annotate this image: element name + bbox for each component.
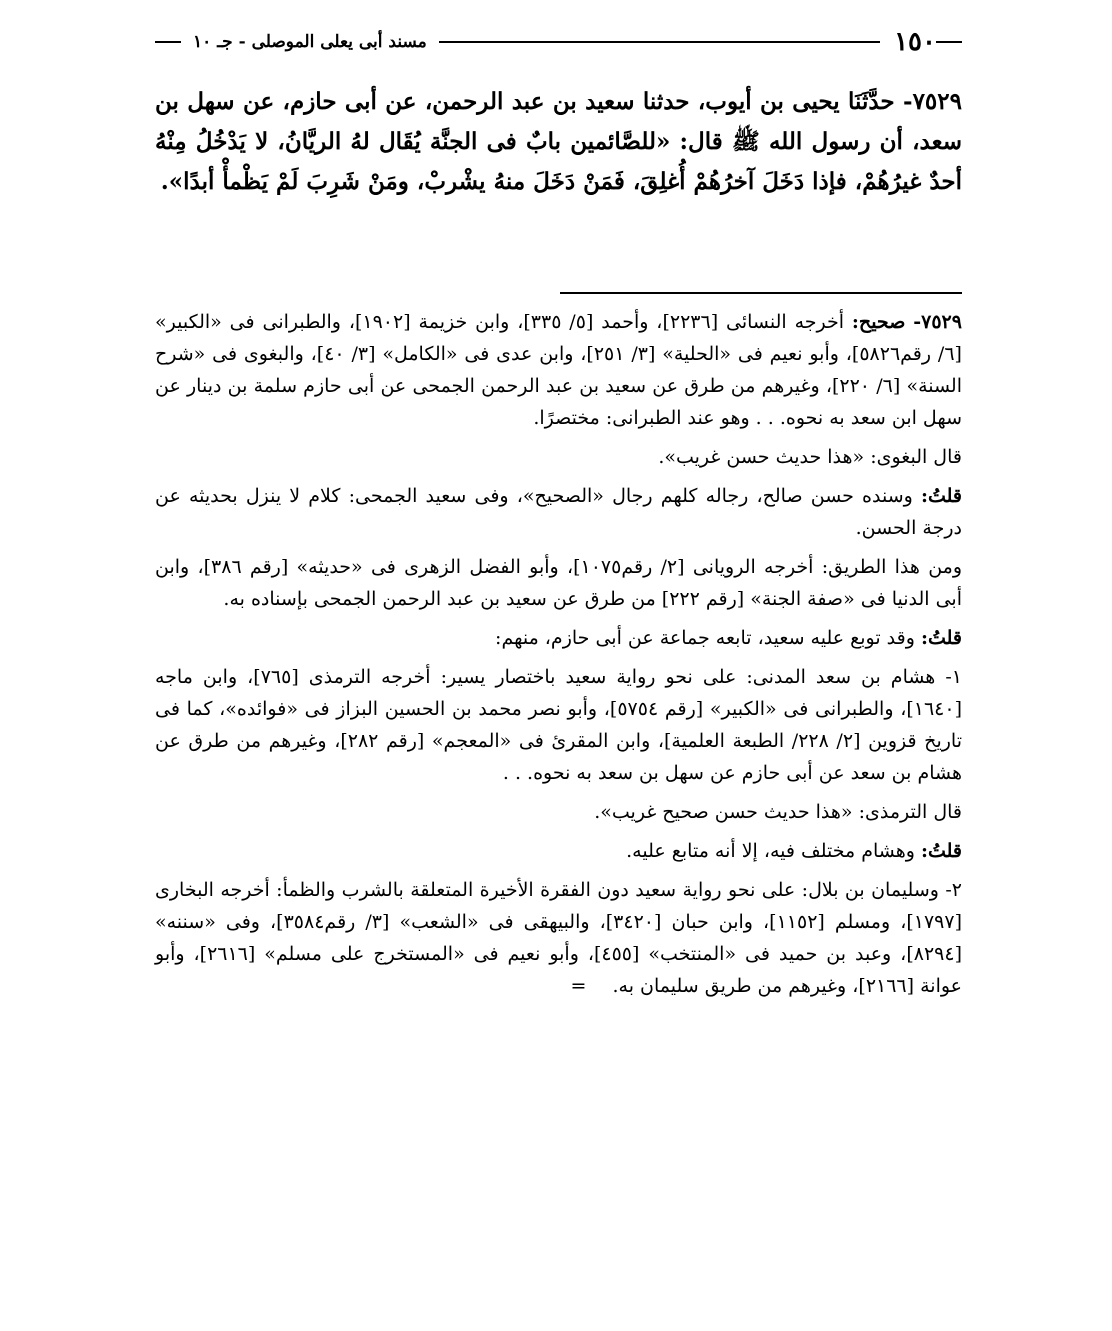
note-number: ٧٥٢٩-	[913, 311, 962, 333]
header-rule-right	[936, 41, 962, 43]
note-paragraph	[155, 480, 962, 544]
footnotes	[155, 306, 962, 1009]
page-number: ١٥٠	[894, 27, 936, 57]
note-text: وسنده حسن صالح، رجاله كلهم رجال «الصحيح»، وفى سعيد الجمحى: كلام لا ينزل بحديثه عن درجة الحسن.	[155, 485, 962, 539]
page-header	[155, 22, 962, 62]
note-paragraph: ومن هذا الطريق: أخرجه الرويانى [٢/ رقم١٠٧٥]، وأبو الفضل الزهرى فى «حديثه» [رقم ٣٨٦]، وابن أبى الدنيا فى «صفة الجنة» [رقم ٢٢٢] من طرق عن سعيد بن عبد الرحمن الجمحى بإسناده به.	[155, 556, 963, 610]
note-paragraph: قال الترمذى: «هذا حديث حسن صحيح غريب».	[594, 801, 962, 823]
hadith-narration: حدَّثَنَا يحيى بن أيوب، حدثنا سعيد بن عبد الرحمن، عن أبى حازم، عن سهل بن سعد، أن رسول الله ﷺ قال: «للصَّائمين بابٌ فى الجنَّة يُقَال لهُ الريَّانُ، لا يَدْخُلُ مِنْهُ أحدٌ غيرُهُمْ، فإذا دَخَلَ آخرُهُمْ أُغلِقَ، فَمَنْ دَخَلَ منهُ يشْربْ، ومَنْ شَرِبَ لَمْ يَظْمأْ أبدًا».	[155, 88, 962, 195]
hadith-number: ٧٥٢٩-	[903, 88, 962, 115]
footnote-divider	[560, 292, 962, 294]
qultu-label: قلتُ:	[920, 840, 962, 862]
running-title: مسند أبى يعلى الموصلى - جـ ١٠	[193, 32, 427, 52]
hadith-text	[155, 82, 962, 202]
header-rule-left	[155, 41, 181, 43]
note-paragraph	[155, 874, 962, 1002]
note-text: وقد توبع عليه سعيد، تابعه جماعة عن أبى حازم، منهم:	[495, 627, 915, 649]
continuation-mark: =	[570, 975, 587, 997]
note-paragraph: ١- هشام بن سعد المدنى: على نحو رواية سعيد باختصار يسير: أخرجه الترمذى [٧٦٥]، وابن ماجه [١٦٤٠]، والطبرانى فى «الكبير» [رقم ٥٧٥٤]، وأبو نصر محمد بن الحسين البزاز فى «فوائده»، كما فى تاريخ قزوين [٢/ ٢٢٨/ الطبعة العلمية]، وابن المقرئ فى «المعجم» [رقم ٢٨٢]، وغيرهم من طرق عن هشام بن سعد عن أبى حازم عن سهل بن سعد به نحوه. . .	[155, 666, 963, 784]
takhrij-text: أخرجه النسائى [٢٢٣٦]، وأحمد [٥/ ٣٣٥]، وابن خزيمة [١٩٠٢]، والطبرانى فى «الكبير» [٦/ رقم٥٨٢٦]، وأبو نعيم فى «الحلية» [٣/ ٢٥١]، وابن عدى فى «الكامل» [٣/ ٤٠]، والبغوى فى «شرح السنة» [٦/ ٢٢٠]، وغيرهم من طرق عن سعيد بن عبد الرحمن الجمحى عن أبى حازم سلمة بن دينار عن سهل ابن سعد به نحوه. . . وهو عند الطبرانى: مختصرًا.	[155, 311, 963, 429]
note-paragraph: قال البغوى: «هذا حديث حسن غريب».	[658, 446, 962, 468]
grade-label: صحيح:	[851, 311, 906, 333]
note-paragraph	[155, 622, 962, 654]
note-paragraph	[155, 306, 962, 434]
note-text: ٢- وسليمان بن بلال: على نحو رواية سعيد دون الفقرة الأخيرة المتعلقة بالشرب والظمأ: أخرجه البخارى [١٧٩٧]، ومسلم [١١٥٢]، وابن حبان [٣٤٢٠]، والبيهقى فى «الشعب» [٣/ رقم٣٥٨٤]، وفى «سننه» [٨٢٩٤]، وعبد بن حميد فى «المنتخب» [٤٥٥]، وأبو نعيم فى «المستخرج على مسلم» [٢٦١٦]، وأبو عوانة [٢١٦٦]، وغيرهم من طريق سليمان به.	[155, 879, 962, 997]
qultu-label: قلتُ:	[920, 627, 962, 649]
note-text: وهشام مختلف فيه، إلا أنه متابع عليه.	[626, 840, 915, 862]
qultu-label: قلتُ:	[920, 485, 962, 507]
header-rule-middle	[439, 41, 880, 43]
note-paragraph	[155, 835, 962, 867]
